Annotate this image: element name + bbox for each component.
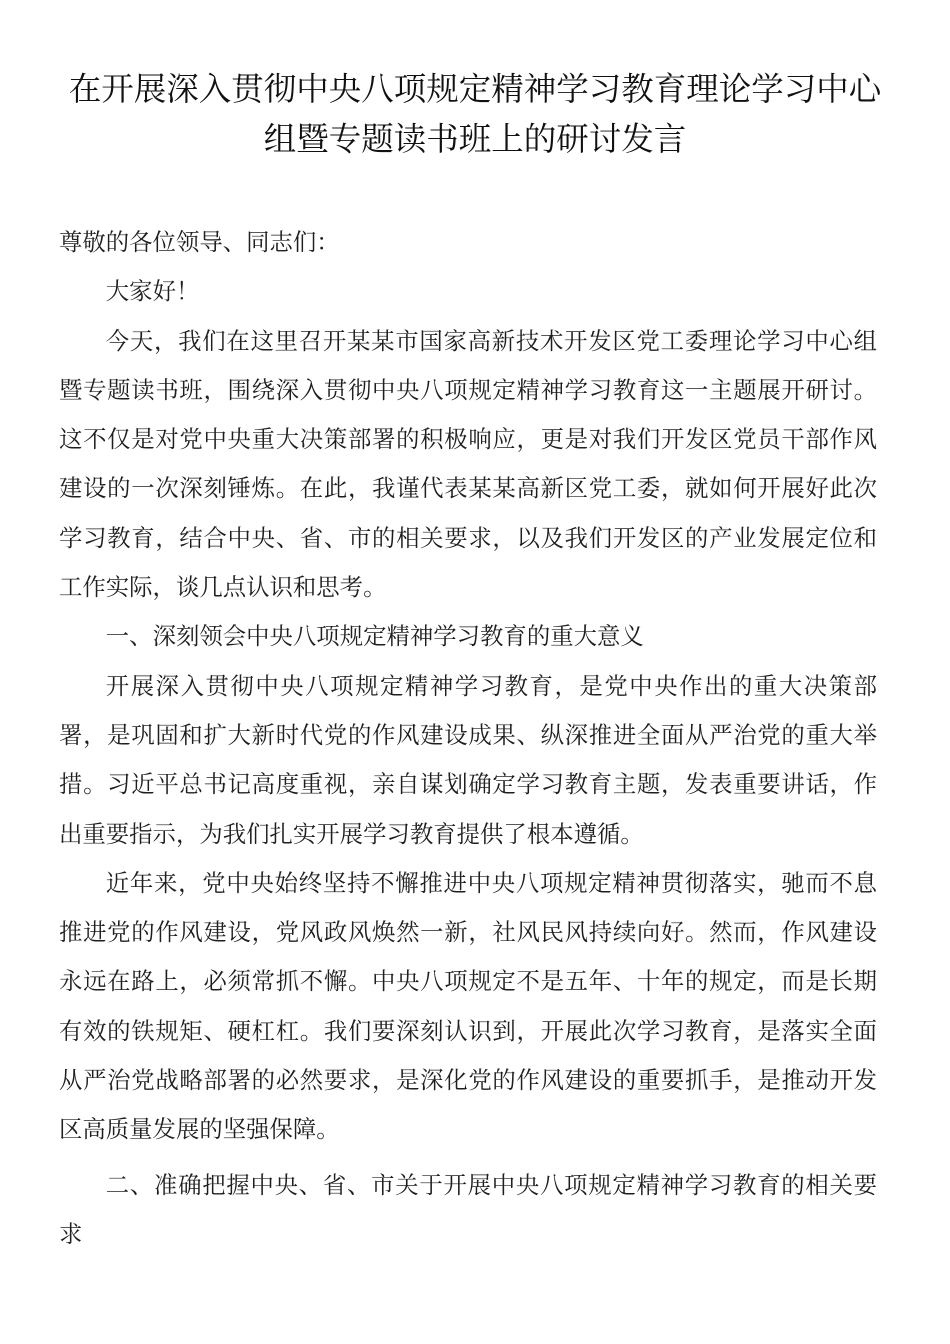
section-heading-1: 一、深刻领会中央八项规定精神学习教育的重大意义 (105, 622, 644, 651)
document-body (59, 218, 877, 1259)
section-heading-2: 二、准确把握中央、省、市关于开展中央八项规定精神学习教育的相关要求 (59, 1170, 877, 1248)
document-title: 在开展深入贯彻中央八项规定精神学习教育理论学习中心组暨专题读书班上的研讨发言 (68, 70, 882, 158)
paragraph-recent-years: 近年来，党中央始终坚持不懈推进中央八项规定精神贯彻落实，驰而不息推进党的作风建设，党风政风焕然一新，社风民风持续向好。然而，作风建设永远在路上，必须常抓不懈。中央八项规定不是五年、十年的规定，而是长期有效的铁规矩、硬杠杠。我们要深刻认识到，开展此次学习教育，是落实全面从严治党战略部署的必然要求，是深化党的作风建设的重要抓手，是推动开发区高质量发展的坚强保障。 (59, 868, 877, 1144)
salutation: 尊敬的各位领导、同志们： (59, 228, 340, 256)
paragraph-intro: 今天，我们在这里召开某某市国家高新技术开发区党工委理论学习中心组暨专题读书班，围绕深入贯彻中央八项规定精神学习教育这一主题展开研讨。这不仅是对党中央重大决策部署的积极响应，更是对我们开发区党员干部作风建设的一次深刻锤炼。在此，我谨代表某某高新区党工委，就如何开展好此次学习教育，结合中央、省、市的相关要求，以及我们开发区的产业发展定位和工作实际，谈几点认识和思考。 (59, 326, 877, 602)
greeting: 大家好！ (105, 277, 200, 306)
paragraph-significance: 开展深入贯彻中央八项规定精神学习教育，是党中央作出的重大决策部署，是巩固和扩大新时代党的作风建设成果、纵深推进全面从严治党的重大举措。习近平总书记高度重视，亲自谋划确定学习教育主题，发表重要讲话，作出重要指示，为我们扎实开展学习教育提供了根本遵循。 (59, 671, 877, 848)
